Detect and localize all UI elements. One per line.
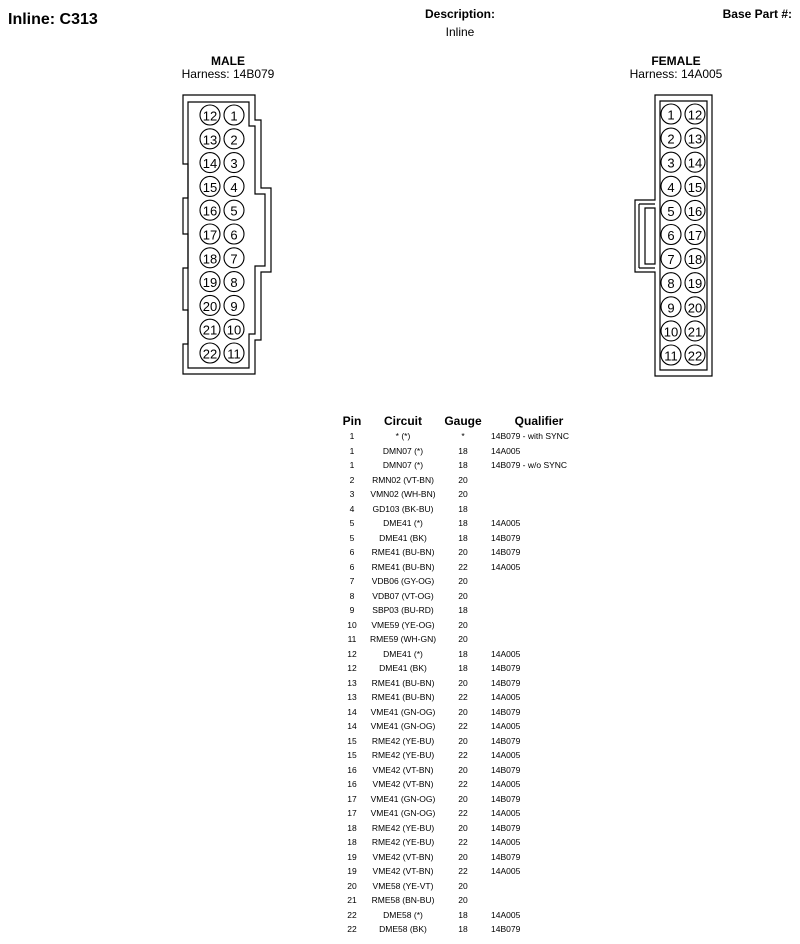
pin-number: 13 [347, 692, 357, 703]
qualifier: 14B079 [491, 924, 521, 935]
table-row [337, 560, 591, 575]
male-connector-diagram [178, 90, 278, 378]
pin-number: 1 [349, 431, 355, 442]
circuit-name: RME42 (YE-BU) [371, 822, 435, 833]
female-pin-label: 21 [687, 324, 703, 340]
female-pin-label: 13 [687, 131, 703, 147]
qualifier: 14A005 [491, 808, 521, 819]
male-pin-label: 12 [202, 108, 218, 124]
wire-gauge: 20 [458, 590, 468, 601]
wire-gauge: 22 [458, 808, 468, 819]
female-pin-label: 19 [687, 276, 703, 292]
pin-number: 19 [347, 851, 357, 862]
qualifier: 14A005 [491, 866, 521, 877]
female-connector-diagram [630, 90, 720, 380]
header-qualifier: Qualifier [514, 414, 564, 428]
qualifier: 14A005 [491, 837, 521, 848]
wire-gauge: 18 [458, 663, 468, 674]
wire-gauge: 20 [458, 576, 468, 587]
qualifier: 14B079 [491, 706, 521, 717]
table-row [337, 487, 591, 502]
female-pin-label: 9 [667, 300, 675, 316]
qualifier: 14A005 [491, 750, 521, 761]
table-row [337, 574, 591, 589]
table-row [337, 531, 591, 546]
circuit-name: RME59 (WH-GN) [369, 634, 437, 645]
table-row [337, 705, 591, 720]
male-pin-label: 5 [230, 203, 238, 219]
pin-number: 10 [347, 619, 357, 630]
circuit-name: VME41 (GN-OG) [370, 721, 436, 732]
wire-gauge: 18 [458, 605, 468, 616]
qualifier [487, 589, 591, 604]
pin-number: 16 [347, 779, 357, 790]
pin-number: 20 [347, 880, 357, 891]
wire-gauge: 20 [458, 735, 468, 746]
circuit-name: RME42 (YE-BU) [371, 750, 435, 761]
pin-number: 12 [347, 663, 357, 674]
wire-gauge: 20 [458, 547, 468, 558]
qualifier: 14A005 [491, 779, 521, 790]
female-pin-label: 1 [667, 107, 675, 123]
female-pin-label: 10 [663, 324, 679, 340]
wire-gauge: 20 [458, 619, 468, 630]
wire-gauge: 22 [458, 779, 468, 790]
male-pin-label: 17 [202, 227, 218, 243]
wire-gauge: 18 [458, 924, 468, 935]
table-row [337, 545, 591, 560]
qualifier: 14B079 [491, 677, 521, 688]
pin-number: 9 [349, 605, 355, 616]
male-pin-label: 4 [230, 179, 238, 195]
qualifier: 14A005 [491, 721, 521, 732]
pin-number: 22 [347, 924, 357, 935]
wire-gauge: 18 [458, 460, 468, 471]
female-pin-label: 8 [667, 276, 675, 292]
female-latch-outline [639, 204, 655, 268]
table-row [337, 458, 591, 473]
male-pin-label: 11 [227, 346, 241, 362]
female-pin-label: 3 [667, 155, 675, 171]
circuit-name: VMN02 (WH-BN) [370, 489, 436, 500]
circuit-name: RME42 (YE-BU) [371, 735, 435, 746]
qualifier [487, 879, 591, 894]
male-harness-label: Harness: 14B079 [181, 67, 275, 81]
qualifier [487, 603, 591, 618]
pin-number: 11 [347, 634, 357, 645]
male-pin-label: 22 [202, 346, 218, 362]
female-pin-label: 17 [687, 228, 703, 243]
table-row [337, 589, 591, 604]
table-row [337, 763, 591, 778]
pin-number: 15 [347, 735, 357, 746]
wire-gauge: 18 [458, 518, 468, 529]
pin-table [337, 413, 591, 937]
qualifier: 14A005 [491, 909, 521, 920]
female-pin-label: 4 [667, 179, 675, 195]
circuit-name: VDB06 (GY-OG) [371, 576, 435, 587]
female-pin-label: 6 [667, 228, 675, 243]
pin-number: 21 [347, 895, 357, 906]
pin-number: 14 [347, 721, 357, 732]
qualifier [487, 574, 591, 589]
pin-number: 8 [349, 590, 355, 601]
page-title: Inline: C313 [8, 11, 98, 28]
table-row [337, 864, 591, 879]
circuit-name: DME41 (*) [383, 648, 423, 659]
pin-number: 6 [349, 547, 355, 558]
description-value: Inline [445, 25, 475, 39]
male-pin-label: 16 [202, 203, 218, 219]
circuit-name: DMN07 (*) [382, 460, 424, 471]
circuit-name: RME41 (BU-BN) [371, 677, 435, 688]
male-pin-label: 7 [230, 251, 238, 267]
circuit-name: DME58 (*) [383, 909, 423, 920]
table-row [337, 502, 591, 517]
qualifier: 14A005 [491, 692, 521, 703]
table-row [337, 893, 591, 908]
male-pin-label: 3 [230, 156, 238, 172]
wire-gauge: 20 [458, 706, 468, 717]
male-pin-label: 15 [202, 179, 218, 195]
wire-gauge: 18 [458, 532, 468, 543]
wire-gauge: 18 [458, 648, 468, 659]
male-pin-label: 9 [230, 298, 238, 314]
wire-gauge: * [461, 431, 465, 442]
qualifier: 14A005 [491, 518, 521, 529]
table-row [337, 719, 591, 734]
female-pin-label: 22 [687, 348, 703, 364]
wire-gauge: 22 [458, 692, 468, 703]
pin-number: 16 [347, 764, 357, 775]
pin-number: 17 [347, 793, 357, 804]
female-pin-label: 20 [687, 300, 703, 316]
wire-gauge: 22 [458, 721, 468, 732]
pin-number: 5 [349, 532, 355, 543]
table-row [337, 473, 591, 488]
header-circuit: Circuit [383, 414, 422, 428]
male-pin-label: 13 [202, 132, 218, 148]
wire-gauge: 20 [458, 634, 468, 645]
female-pin-label: 5 [667, 203, 675, 219]
circuit-name: DME41 (BK) [379, 532, 427, 543]
qualifier: 14B079 [491, 822, 521, 833]
description-label: Description: [424, 7, 495, 21]
male-pin-label: 1 [230, 108, 238, 124]
pin-number: 7 [349, 576, 355, 587]
male-pin-label: 18 [202, 251, 218, 267]
circuit-name: GD103 (BK-BU) [372, 503, 434, 514]
circuit-name: VME41 (GN-OG) [370, 706, 436, 717]
male-pin-label: 21 [202, 322, 218, 338]
qualifier [487, 632, 591, 647]
table-row [337, 734, 591, 749]
table-row [337, 879, 591, 894]
circuit-name: VDB07 (VT-OG) [372, 590, 434, 601]
pin-number: 1 [349, 445, 355, 456]
qualifier: 14A005 [491, 561, 521, 572]
table-row [337, 632, 591, 647]
circuit-name: VME41 (GN-OG) [370, 793, 436, 804]
male-pin-label: 8 [230, 275, 238, 291]
table-row [337, 821, 591, 836]
table-row [337, 922, 591, 937]
circuit-name: DME41 (*) [383, 518, 423, 529]
table-row [337, 748, 591, 763]
wire-gauge: 22 [458, 750, 468, 761]
pin-number: 14 [347, 706, 357, 717]
qualifier [487, 473, 591, 488]
male-pin-label: 14 [202, 156, 218, 172]
pin-number: 22 [347, 909, 357, 920]
qualifier [487, 618, 591, 633]
circuit-name: VME42 (VT-BN) [372, 866, 434, 877]
qualifier [487, 487, 591, 502]
wire-gauge: 20 [458, 489, 468, 500]
circuit-name: VME42 (VT-BN) [372, 779, 434, 790]
female-pin-label: 7 [667, 252, 675, 268]
qualifier: 14B079 [491, 663, 521, 674]
male-pin-label: 6 [230, 227, 238, 243]
pin-number: 19 [347, 866, 357, 877]
circuit-name: RME41 (BU-BN) [371, 547, 435, 558]
circuit-name: VME42 (VT-BN) [372, 851, 434, 862]
table-row [337, 690, 591, 705]
pin-number: 1 [349, 460, 355, 471]
wire-gauge: 20 [458, 764, 468, 775]
qualifier: 14B079 - with SYNC [491, 431, 569, 442]
wire-gauge: 20 [458, 822, 468, 833]
pin-table-header [337, 413, 591, 429]
circuit-name: RME41 (BU-BN) [371, 692, 435, 703]
qualifier: 14B079 [491, 547, 521, 558]
wire-gauge: 18 [458, 503, 468, 514]
male-pin-label: 19 [202, 275, 218, 291]
male-pin-label: 10 [226, 322, 242, 338]
header-pin: Pin [342, 414, 362, 428]
qualifier [487, 893, 591, 908]
qualifier: 14A005 [491, 648, 521, 659]
wire-gauge: 20 [458, 880, 468, 891]
table-row [337, 661, 591, 676]
base-part-label: Base Part #: [722, 7, 792, 21]
table-row [337, 444, 591, 459]
circuit-name: RME41 (BU-BN) [371, 561, 435, 572]
header-gauge: Gauge [444, 414, 482, 428]
pin-number: 17 [347, 808, 357, 819]
table-row [337, 792, 591, 807]
circuit-name: DME58 (BK) [379, 924, 427, 935]
pin-number: 2 [349, 474, 355, 485]
female-pin-label: 2 [667, 131, 675, 147]
circuit-name: VME41 (GN-OG) [370, 808, 436, 819]
wire-gauge: 20 [458, 793, 468, 804]
female-pin-label: 12 [687, 107, 703, 123]
female-pin-label: 14 [687, 155, 703, 171]
circuit-name: DMN07 (*) [382, 445, 424, 456]
pin-number: 3 [349, 489, 355, 500]
table-row [337, 850, 591, 865]
wire-gauge: 18 [458, 445, 468, 456]
qualifier: 14B079 [491, 532, 521, 543]
qualifier: 14B079 [491, 735, 521, 746]
pin-number: 5 [349, 518, 355, 529]
wire-gauge: 20 [458, 895, 468, 906]
qualifier: 14B079 [491, 851, 521, 862]
circuit-name: RME42 (YE-BU) [371, 837, 435, 848]
circuit-name: DME41 (BK) [379, 663, 427, 674]
wire-gauge: 22 [458, 561, 468, 572]
circuit-name: SBP03 (BU-RD) [372, 605, 434, 616]
wire-gauge: 20 [458, 851, 468, 862]
qualifier: 14A005 [491, 445, 521, 456]
table-row [337, 603, 591, 618]
circuit-name: VME42 (VT-BN) [372, 764, 434, 775]
circuit-name: VME59 (YE-OG) [371, 619, 435, 630]
pin-number: 18 [347, 822, 357, 833]
table-row [337, 618, 591, 633]
male-connector-title: MALE [211, 54, 245, 68]
table-row [337, 647, 591, 662]
pin-number: 18 [347, 837, 357, 848]
qualifier: 14B079 [491, 793, 521, 804]
circuit-name: * (*) [395, 431, 411, 442]
table-row [337, 516, 591, 531]
wire-gauge: 18 [458, 909, 468, 920]
pin-number: 12 [347, 648, 357, 659]
wire-gauge: 20 [458, 474, 468, 485]
circuit-name: VME58 (YE-VT) [372, 880, 434, 891]
pin-number: 15 [347, 750, 357, 761]
pin-number: 4 [349, 503, 355, 514]
male-pin-label: 20 [202, 298, 218, 314]
wire-gauge: 20 [458, 677, 468, 688]
pin-number: 6 [349, 561, 355, 572]
female-pin-label: 16 [687, 203, 703, 219]
wire-gauge: 22 [458, 866, 468, 877]
circuit-name: RME58 (BN-BU) [371, 895, 435, 906]
female-pin-label: 15 [687, 179, 703, 195]
table-row [337, 429, 591, 444]
table-row [337, 676, 591, 691]
female-harness-label: Harness: 14A005 [629, 67, 723, 81]
table-row [337, 806, 591, 821]
wire-gauge: 22 [458, 837, 468, 848]
table-row [337, 777, 591, 792]
circuit-name: RMN02 (VT-BN) [372, 474, 434, 485]
qualifier: 14B079 - w/o SYNC [491, 460, 568, 471]
table-row [337, 835, 591, 850]
female-pin-label: 11 [664, 348, 678, 364]
male-pin-label: 2 [230, 132, 238, 148]
female-connector-title: FEMALE [651, 54, 701, 68]
qualifier [487, 502, 591, 517]
pin-number: 13 [347, 677, 357, 688]
qualifier: 14B079 [491, 764, 521, 775]
table-row [337, 908, 591, 923]
female-pin-label: 18 [687, 252, 703, 268]
